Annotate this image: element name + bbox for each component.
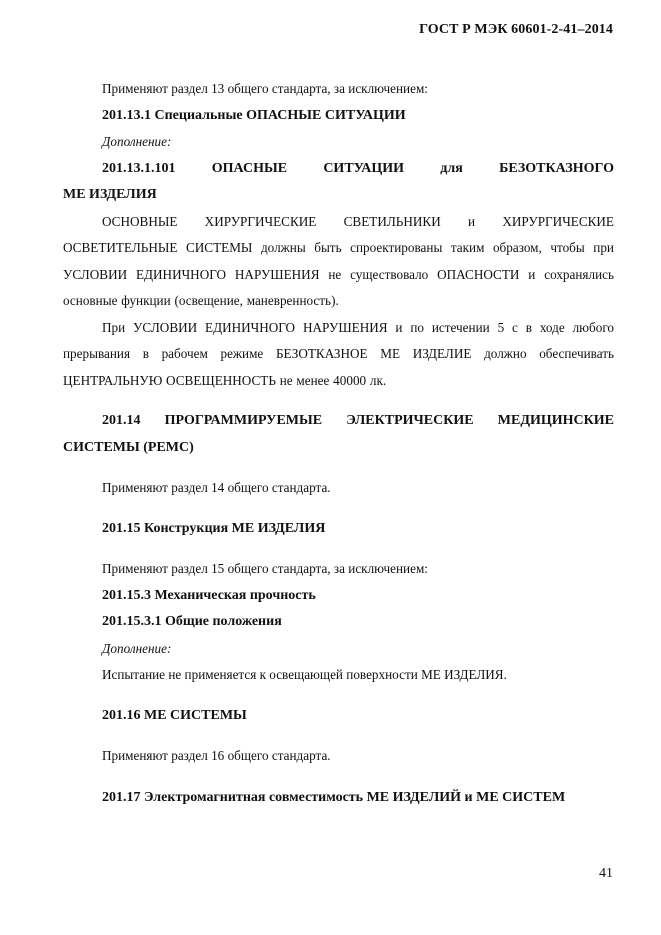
paragraph-applies-section-16: Применяют раздел 16 общего стандарта. <box>102 748 331 763</box>
heading-201-13-1-101-line1: 201.13.1.101 ОПАСНЫЕ СИТУАЦИИ для БЕЗОТКАЗНОГО <box>102 160 614 176</box>
heading-201-13-1-101-line2: МЕ ИЗДЕЛИЯ <box>63 187 157 202</box>
addition-label-2: Дополнение: <box>102 640 172 656</box>
heading-201-17: 201.17 Электромагнитная совместимость МЕ ИЗДЕЛИЙ и МЕ СИСТЕМ <box>102 789 566 805</box>
heading-201-15: 201.15 Конструкция МЕ ИЗДЕЛИЯ <box>102 520 326 536</box>
heading-201-13-1: 201.13.1 Специальные ОПАСНЫЕ СИТУАЦИИ <box>102 107 406 123</box>
paragraph-surgical-lights-requirement: ОСНОВНЫЕ ХИРУРГИЧЕСКИЕ СВЕТИЛЬНИКИ и ХИРУРГИЧЕСКИЕ ОСВЕТИТЕЛЬНЫЕ СИСТЕМЫ должны быть спроектированы таким образом, чтобы при УСЛОВИИ ЕДИНИЧНОГО НАРУШЕНИЯ не существовало ОПАСНОСТИ и сохранялись основные функции (освещение, маневренность). <box>63 213 614 308</box>
heading-201-16: 201.16 МЕ СИСТЕМЫ <box>102 707 247 723</box>
heading-201-15-3-1: 201.15.3.1 Общие положения <box>102 614 282 629</box>
heading-201-15-3: 201.15.3 Механическая прочность <box>102 587 316 603</box>
heading-201-14: 201.14 ПРОГРАММИРУЕМЫЕ ЭЛЕКТРИЧЕСКИЕ МЕДИЦИНСКИЕ СИСТЕМЫ (PEMС) <box>63 413 614 455</box>
paragraph-applies-section-15: Применяют раздел 15 общего стандарта, за исключением: <box>102 561 428 576</box>
page-number: 41 <box>599 866 613 881</box>
paragraph-test-not-applied: Испытание не применяется к освещающей поверхности МЕ ИЗДЕЛИЯ. <box>102 667 507 682</box>
document-header: ГОСТ Р МЭК 60601-2-41–2014 <box>419 22 613 37</box>
paragraph-single-fault-illuminance: При УСЛОВИИ ЕДИНИЧНОГО НАРУШЕНИЯ и по истечении 5 с в ходе любого прерывания в рабочем режиме БЕЗОТКАЗНОЕ МЕ ИЗДЕЛИЕ должно обеспечивать ЦЕНТРАЛЬНУЮ ОСВЕЩЕННОСТЬ не менее 40000 лк. <box>63 319 614 388</box>
paragraph-applies-section-14: Применяют раздел 14 общего стандарта. <box>102 480 331 495</box>
addition-label: Дополнение: <box>102 134 172 149</box>
document-body <box>63 76 614 811</box>
paragraph-applies-section-13: Применяют раздел 13 общего стандарта, за исключением: <box>102 81 428 96</box>
